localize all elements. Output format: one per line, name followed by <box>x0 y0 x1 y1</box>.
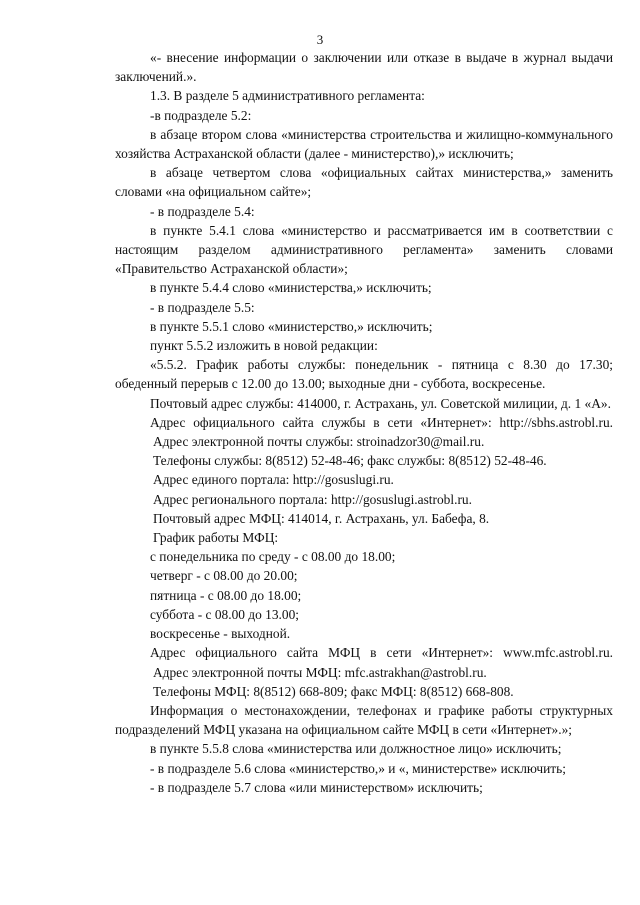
document-body <box>115 48 613 797</box>
paragraph: в пункте 5.5.8 слова «министерства или должностное лицо» исключить; <box>150 741 562 757</box>
paragraph: Адрес электронной почты МФЦ: mfc.astrakhan@astrobl.ru. <box>153 664 487 680</box>
paragraph: воскресенье - выходной. <box>150 626 291 642</box>
paragraph: суббота - с 08.00 до 13.00; <box>150 606 300 622</box>
paragraph: с понедельника по среду - с 08.00 до 18.00; <box>150 549 396 565</box>
paragraph: Адрес электронной почты службы: stroinadzor30@mail.ru. <box>153 434 485 450</box>
paragraph: График работы МФЦ: <box>153 530 279 546</box>
paragraph: в пункте 5.5.1 слово «министерство,» исключить; <box>150 318 433 334</box>
paragraph: Адрес регионального портала: http://gosuslugi.astrobl.ru. <box>153 491 472 507</box>
paragraph: в абзаце втором слова «министерства строительства и жилищно-коммунального хозяйства Астраханской области (далее - министерство),» исключить; <box>115 126 613 162</box>
paragraph: в пункте 5.4.4 слово «министерства,» исключить; <box>150 280 432 296</box>
paragraph: «5.5.2. График работы службы: понедельник - пятница с 8.30 до 17.30; обеденный перерыв с 12.00 до 13.00; выходные дни - суббота, воскресенье. <box>115 357 613 392</box>
paragraph: пятница - с 08.00 до 18.00; <box>150 587 302 603</box>
paragraph: -в подразделе 5.2: <box>150 107 252 123</box>
paragraph: Почтовый адрес МФЦ: 414014, г. Астрахань, ул. Бабефа, 8. <box>153 510 490 526</box>
paragraph: - в подразделе 5.5: <box>150 299 255 315</box>
paragraph: Адрес единого портала: http://gosuslugi.ru. <box>153 472 394 488</box>
paragraph: 1.3. В разделе 5 административного регламента: <box>150 88 425 104</box>
page-number: 3 <box>316 32 324 47</box>
paragraph: - в подразделе 5.4: <box>150 203 255 219</box>
paragraph: Телефоны МФЦ: 8(8512) 668-809; факс МФЦ: 8(8512) 668-808. <box>153 683 514 699</box>
paragraph: Почтовый адрес службы: 414000, г. Астрахань, ул. Советской милиции, д. 1 «А». <box>150 395 611 411</box>
paragraph: четверг - с 08.00 до 20.00; <box>150 568 298 584</box>
paragraph: Информация о местонахождении, телефонах и графике работы структурных подразделений МФЦ указана на официальном сайте МФЦ в сети «Интернет».»; <box>115 702 613 738</box>
paragraph: «- внесение информации о заключении или отказе в выдаче в журнал выдачи заключений.». <box>115 50 613 85</box>
paragraph: - в подразделе 5.7 слова «или министерством» исключить; <box>150 779 483 795</box>
paragraph: Телефоны службы: 8(8512) 52-48-46; факс службы: 8(8512) 52-48-46. <box>153 453 547 469</box>
paragraph: Адрес официального сайта службы в сети «Интернет»: http://sbhs.astrobl.ru. <box>150 414 613 430</box>
paragraph: в пункте 5.4.1 слова «министерство и рассматривается им в соответствии с настоящим разделом административного регламента» заменить словами «Правительство Астраханской области»; <box>115 222 613 277</box>
paragraph: пункт 5.5.2 изложить в новой редакции: <box>150 338 378 354</box>
paragraph: - в подразделе 5.6 слова «министерство,» и «, министерстве» исключить; <box>150 760 566 776</box>
paragraph: в абзаце четвертом слова «официальных сайтах министерства,» заменить словами «на официальном сайте»; <box>115 165 613 200</box>
paragraph: Адрес официального сайта МФЦ в сети «Интернет»: www.mfc.astrobl.ru. <box>150 645 613 661</box>
